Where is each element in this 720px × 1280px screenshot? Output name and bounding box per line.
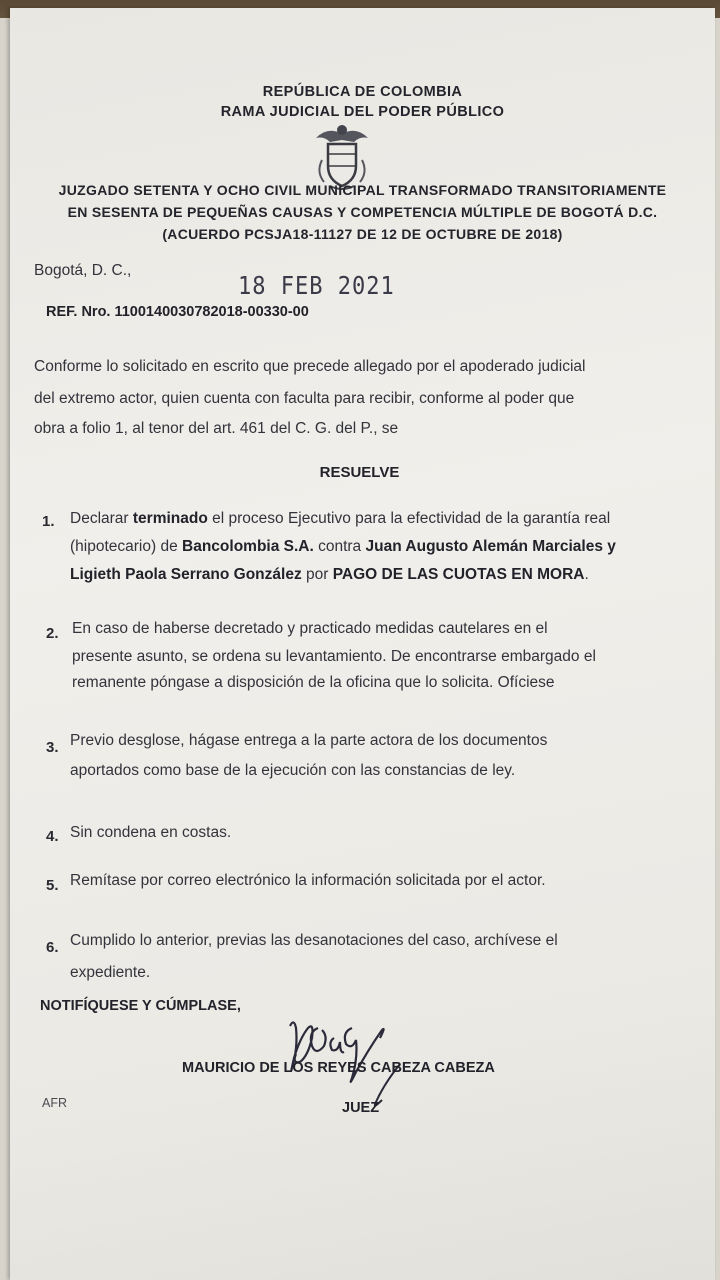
court-line-1: JUZGADO SETENTA Y OCHO CIVIL MUNICIPAL TRANSFORMADO TRANSITORIAMENTE — [58, 182, 667, 198]
intro-line-3: obra a folio 1, al tenor del art. 461 del C. G. del P., se — [34, 420, 399, 437]
signer-name: MAURICIO DE LOS REYES CABEZA CABEZA — [182, 1060, 495, 1076]
item-1-line-2: (hipotecario) de Bancolombia S.A. contra Juan Augusto Alemán Marciales y — [70, 538, 616, 555]
date-stamp: 18 FEB 2021 — [238, 272, 395, 301]
item-1-line-3: Ligieth Paola Serrano González por PAGO DE LAS CUOTAS EN MORA. — [70, 566, 589, 583]
item-4-line-1: Sin condena en costas. — [70, 824, 232, 841]
resolve-heading: RESUELVE — [319, 464, 400, 481]
item-6-line-2: expediente. — [70, 964, 151, 981]
header-branch: RAMA JUDICIAL DEL PODER PÚBLICO — [220, 104, 505, 120]
header-republic: REPÚBLICA DE COLOMBIA — [262, 84, 463, 100]
item-1-line-1: Declarar terminado el proceso Ejecutivo para la efectividad de la garantía real — [70, 510, 611, 527]
signer-title: JUEZ — [342, 1100, 380, 1116]
item-number: 2. — [46, 625, 59, 642]
item-number: 4. — [46, 828, 59, 845]
item-number: 5. — [46, 877, 59, 894]
item-6-line-1: Cumplido lo anterior, previas las desanotaciones del caso, archívese el — [70, 932, 558, 949]
item-2-line-1: En caso de haberse decretado y practicado medidas cautelares en el — [72, 620, 548, 637]
item-2-line-2: presente asunto, se ordena su levantamiento. De encontrarse embargado el — [72, 648, 596, 665]
city-date-label: Bogotá, D. C., — [34, 262, 132, 279]
item-3-line-1: Previo desglose, hágase entrega a la parte actora de los documentos — [70, 732, 548, 749]
document-page — [10, 8, 715, 1280]
intro-line-1: Conforme lo solicitado en escrito que precede allegado por el apoderado judicial — [34, 358, 586, 375]
item-2-line-3: remanente póngase a disposición de la oficina que lo solicita. Ofíciese — [72, 674, 555, 691]
item-number: 6. — [46, 939, 59, 956]
typist-initials: AFR — [42, 1096, 67, 1110]
item-number: 1. — [42, 513, 55, 530]
item-3-line-2: aportados como base de la ejecución con las constancias de ley. — [70, 762, 516, 779]
court-line-2: EN SESENTA DE PEQUEÑAS CAUSAS Y COMPETENCIA MÚLTIPLE DE BOGOTÁ D.C. — [67, 204, 658, 220]
intro-line-2: del extremo actor, quien cuenta con faculta para recibir, conforme al poder que — [34, 390, 575, 407]
closing-phrase: NOTIFÍQUESE Y CÚMPLASE, — [40, 998, 241, 1014]
item-5-line-1: Remítase por correo electrónico la información solicitada por el actor. — [70, 872, 546, 889]
reference-number: REF. Nro. 1100140030782018-00330-00 — [46, 304, 309, 320]
court-line-3: (ACUERDO PCSJA18-11127 DE 12 DE OCTUBRE DE 2018) — [162, 226, 563, 242]
item-number: 3. — [46, 739, 59, 756]
